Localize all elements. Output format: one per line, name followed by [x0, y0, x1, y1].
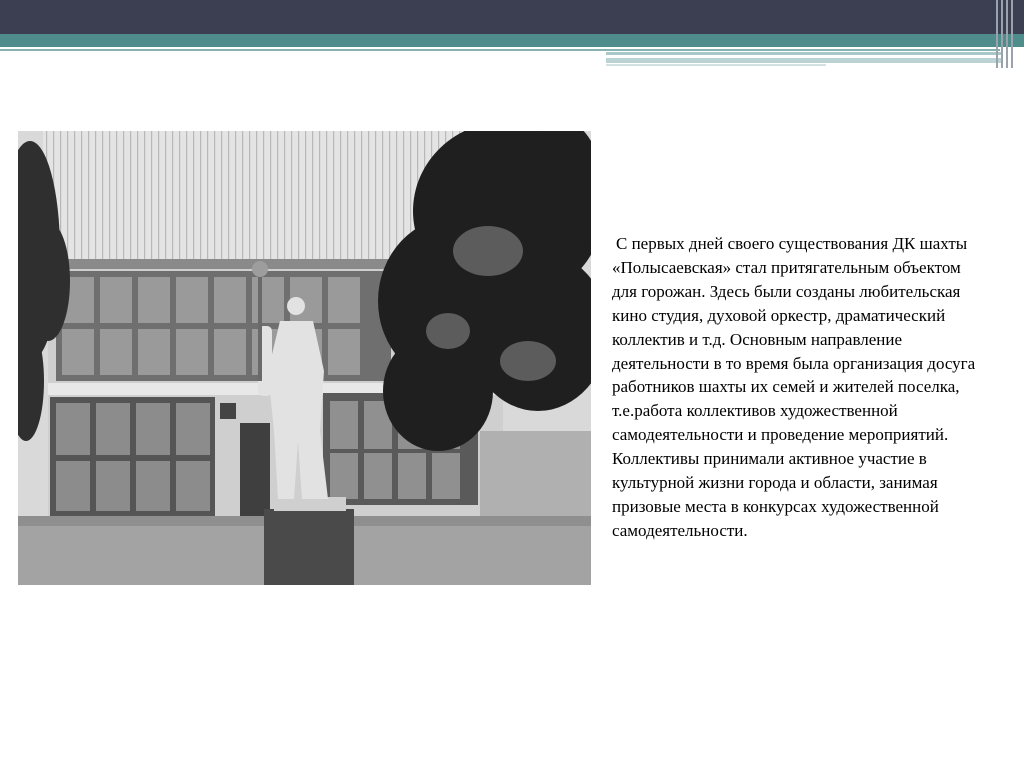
header-divider-line [0, 49, 1000, 51]
decorative-stripe [606, 64, 826, 66]
decorative-stripe [606, 52, 1001, 55]
header-teal-band [0, 34, 1024, 47]
slide-paragraph: С первых дней своего существования ДК шахты «Полысаевская» стал притягательным объектом для горожан. Здесь были созданы любительская кино студия, духовой оркестр, драматический коллектив и т.д. Основным направление деятельности в то время была организация досуга работников шахты их семей и жителей поселка, т.е.работа коллективов художественной самодеятельности и проведение мероприятий. Коллективы принимали активное участие в культурной жизни города и области, занимая призовые места в конкурсах художественной самодеятельности. [612, 234, 976, 540]
header-dark-bar [0, 0, 1024, 34]
building-photo [18, 131, 591, 585]
decorative-vertical-lines [994, 0, 1024, 68]
decorative-stripe [606, 58, 1001, 63]
